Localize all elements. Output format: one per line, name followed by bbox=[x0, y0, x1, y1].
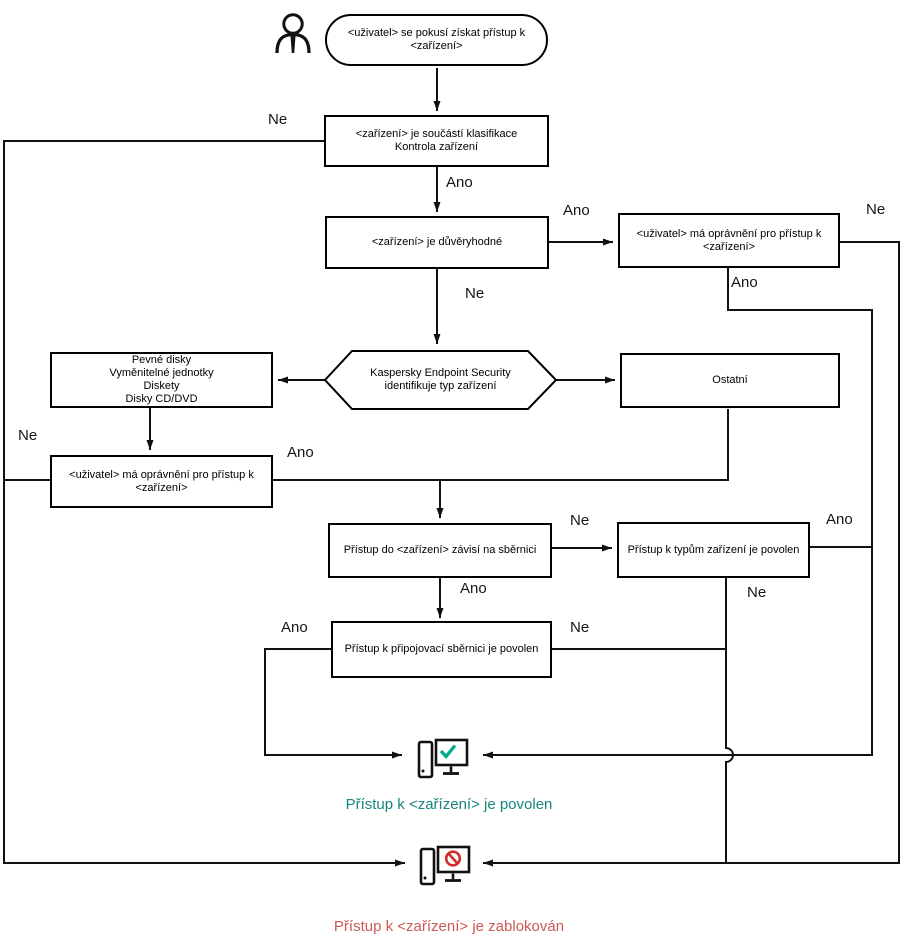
edge-label-classification-no: Ne bbox=[268, 111, 288, 128]
edge-label-bus-allowed-no: Ne bbox=[570, 619, 590, 636]
computer-allowed-icon bbox=[419, 740, 467, 777]
computer-blocked-icon bbox=[421, 847, 469, 884]
edge-label-type-allowed-yes: Ano bbox=[826, 511, 853, 528]
edge-label-bus-dependent-no: Ne bbox=[570, 512, 590, 529]
node-other: Ostatní bbox=[620, 353, 840, 408]
caption-access-allowed: Přístup k <zařízení> je povolen bbox=[345, 796, 553, 813]
device-type-line: Vyměnitelné jednotky bbox=[109, 367, 214, 379]
edge-label-permission-left-yes: Ano bbox=[287, 444, 314, 461]
edge-label-trusted-no: Ne bbox=[465, 285, 485, 302]
node-type-allowed: Přístup k typům zařízení je povolen bbox=[617, 522, 810, 578]
node-user-permission-top: <uživatel> má oprávnění pro přístup k <zařízení> bbox=[618, 213, 840, 268]
user-icon bbox=[277, 15, 309, 53]
caption-access-blocked: Přístup k <zařízení> je zablokován bbox=[333, 918, 565, 935]
edge-label-classification-yes: Ano bbox=[446, 174, 473, 191]
edge-label-type-allowed-no: Ne bbox=[747, 584, 767, 601]
node-start: <uživatel> se pokusí získat přístup k <zařízení> bbox=[325, 14, 548, 66]
node-user-permission-left: <uživatel> má oprávnění pro přístup k <zařízení> bbox=[50, 455, 273, 508]
node-classification: <zařízení> je součástí klasifikace Kontrola zařízení bbox=[324, 115, 549, 167]
node-device-types bbox=[50, 352, 273, 408]
node-bus-allowed: Přístup k připojovací sběrnici je povolen bbox=[331, 621, 552, 678]
device-type-line: Pevné disky bbox=[131, 354, 192, 366]
edge-label-bus-dependent-yes: Ano bbox=[460, 580, 487, 597]
edge-label-permission-top-no: Ne bbox=[866, 201, 886, 218]
edge-label-permission-top-yes: Ano bbox=[731, 274, 758, 291]
device-type-line: Disky CD/DVD bbox=[125, 393, 198, 405]
device-type-line: Diskety bbox=[143, 380, 180, 392]
node-bus-dependent: Přístup do <zařízení> závisí na sběrnici bbox=[328, 523, 552, 578]
node-identify-label: Kaspersky Endpoint Security identifikuje typ zařízení bbox=[370, 367, 511, 392]
edge-label-trusted-yes: Ano bbox=[563, 202, 590, 219]
edge-label-permission-left-no: Ne bbox=[18, 427, 38, 444]
node-trusted: <zařízení> je důvěryhodné bbox=[325, 216, 549, 269]
edge-label-bus-allowed-yes: Ano bbox=[281, 619, 308, 636]
